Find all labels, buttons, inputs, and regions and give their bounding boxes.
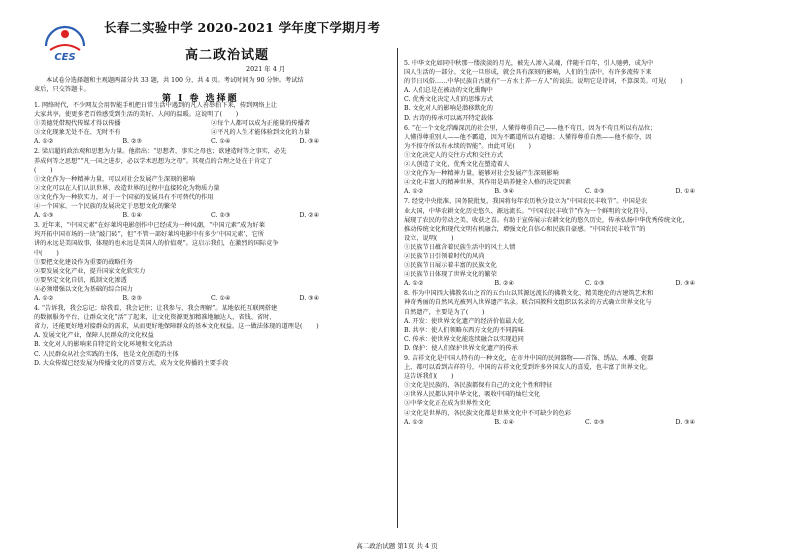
answer-options xyxy=(34,211,388,220)
question-line: ①文化是民族的，各民族都保有自己的文化个性和特征 xyxy=(404,382,553,390)
question-line: ②世界人民都认同中华文化，吸收中国的灿烂文化 xyxy=(404,391,541,399)
question-line: ④民族节日体现了世界文化的繁荣 xyxy=(404,271,497,279)
answer-choice: D. ③④ xyxy=(675,418,696,426)
question-line: ④必须增强以文化为基础的综合国力 xyxy=(34,285,133,293)
question-line: C. 传承：使世界文化能连续融合以实现趋同 xyxy=(404,335,524,343)
question-line: 9. 吉祥文化是中国人特有的一种文化，在市井中国的民间器物——首饰、绣品、木雕、瓷器 xyxy=(404,355,654,362)
answer-choice: B. ②③ xyxy=(122,294,143,302)
question-line: 2. 梁启超的政治观和思想为力量。他指出：“思想者，事实之母也；欲建造时等之事实，必先 xyxy=(34,148,287,156)
statement-option: ①美德凭借现代传媒才得以传播 xyxy=(34,120,121,128)
question-line: ③文化作为一种软实力，对于一个国家的发展具有不可替代的作用 xyxy=(34,193,214,201)
question-line: ④一个国家、一个民族的发展决定于思想文化的繁荣 xyxy=(34,203,177,211)
question-line: C. 优秀文化决定人们的思维方式 xyxy=(404,96,493,104)
question-line: 1. 网络时代，不少网友会用智能手机把日常生活中遇到的凡人善举拍下来，传到网络上让 xyxy=(34,102,277,109)
question-line: 中( ) xyxy=(34,249,59,257)
question-line: 上，都可以看到吉祥符号，中国的吉祥文化受到许多外国友人的喜爱，也丰富了世界文化。 xyxy=(404,364,652,372)
question-line: 的节日风俗……中华民族自古就有“一方水土养一方人”的说法。说明它是诗词，不算深美。可见( ) xyxy=(404,78,683,86)
answer-choice: D. ①④ xyxy=(675,188,696,196)
question-line: 设立，说明( ) xyxy=(404,234,454,242)
question-line: A. 发展文化产业，保障人民群众的文化权益 xyxy=(34,332,154,340)
question-line: 7. 经党中央批准、国务院批复，我国将每年农历秋分设立为“中国农民丰收节”。中国是农 xyxy=(404,198,648,206)
instruction-line: 本试卷分选择题和主观题两部分共 33 题，共 100 分，共 4 页。考试时间为 90 分钟。考试结 xyxy=(46,77,304,84)
exam-date: 2021 年 4 月 xyxy=(246,65,286,73)
left-column xyxy=(34,100,388,368)
answer-choice: B. ①④ xyxy=(494,418,515,426)
question-line: ②民族节日引领着时代的风尚 xyxy=(404,252,485,260)
question-line: ③民族节日展示着丰富的民族文化 xyxy=(404,262,497,270)
answer-choice: C. ②③ xyxy=(585,188,605,196)
answer-choice: D. ③④ xyxy=(675,280,696,288)
page-footer: 高二政治试题 第1页 共 4 页 xyxy=(356,542,438,550)
question-line: 神奇秀丽的自然风光被列入世界遗产名录。联合国教科文组织以名录的方式确立世界文化与 xyxy=(404,299,652,307)
question-line: D. 保护：使人们保护世界文化遗产的传承 xyxy=(404,344,518,352)
question-line: 讲的永远是美国故事，体现的也永远是美国人的价值观”。这启示我们，在激烈的国际竞争 xyxy=(34,240,279,248)
question-line: 3. 近年来，“中国元素”在好莱坞电影创作中已经成为一种风潮，“中国元素”成为好莱 xyxy=(34,222,265,230)
question-line: ②文化可以在人们认识世界、改造世界的过程中直接转化为物质力量 xyxy=(34,184,220,192)
section-heading: 第 Ⅰ 卷 选择题 xyxy=(162,94,239,104)
question-line: ①要把文化建设作为重要的战略任务 xyxy=(34,258,133,266)
question-line: 养成何等之思想”“凡一国之进步，必以学术思想为之母”。其观点的合理之处在于肯定了 xyxy=(34,157,273,165)
logo-text: CES xyxy=(54,52,76,63)
question-block xyxy=(404,197,766,288)
answer-choice: A. ①② xyxy=(404,418,424,426)
question-line: 大家共享，使更多老百姓感受到生活的美好、人间的温暖。这说明了( ) xyxy=(34,111,239,119)
question-line: 国人生活的一部分。文化一旦形成，就会具有深刻的影响，人们的生活中，有许多流传下来 xyxy=(404,69,652,77)
question-line: 业大国，中华农耕文化历史悠久、源远流长。“中国农民丰收节”作为一个鲜明的文化符号， xyxy=(404,207,652,215)
statement-option: ②每个人都可以成为正能量的传播者 xyxy=(211,120,310,128)
statement-option: ③文化现象无处不在、无时不有 xyxy=(34,129,121,137)
answer-options xyxy=(34,137,388,146)
statement-row xyxy=(34,119,388,128)
answer-choice: B. ①④ xyxy=(122,212,143,220)
question-line: ③要坚定文化自信，抵制文化渗透 xyxy=(34,276,127,284)
statement-option: ④平凡的人生才能体验到文化的力量 xyxy=(211,129,310,137)
answer-choice: B. ③④ xyxy=(494,188,515,196)
answer-choice: A. ①② xyxy=(404,188,424,196)
answer-choice: A. ①③ xyxy=(34,212,54,220)
question-line: ④文化丰富人的精神世界，其作用是培养健全人格的决定因素 xyxy=(404,179,572,187)
question-line: 坞开拓中国市场的一块“敲门砖”，但“不管一部好莱坞电影中有多少‘中国元素’，它所 xyxy=(34,231,264,239)
question-line: B. 文化对人的影响是潜移默化的 xyxy=(404,105,493,113)
answer-choice: A. ①② xyxy=(34,294,54,302)
question-line: 5. 中华文化如同中秋那一缕淡淡的月光，被先人渗入灵魂，伴随千百年，引人驰骋，成为中 xyxy=(404,60,654,67)
question-line: ②要发展文化产业，提升国家文化软实力 xyxy=(34,267,146,275)
question-line: ④文化是世界的，各民族文化都是世界文化中不可缺少的色彩 xyxy=(404,409,572,417)
exam-title: 长春二实验中学 2020-2021 学年度下学期月考 xyxy=(104,20,381,35)
question-line: 省力，还能更好地对接群众的需求，从而更好地保障群众的基本文化权益。这一做法体现的道理是( ) xyxy=(34,323,319,331)
school-logo-icon xyxy=(40,20,90,64)
column-divider xyxy=(397,48,398,528)
question-line: C. 人民群众从社会实践的主体，也是文化创造的主体 xyxy=(34,350,179,358)
question-line: 6. “在一个文化浮躁深沉的社会里，人懂得尊重自己——他不苟且，因为不苟且所以有品位； xyxy=(404,124,657,132)
answer-choice: B. ②④ xyxy=(494,280,515,288)
question-line: 自然遗产，主要是为了( ) xyxy=(404,308,485,316)
question-line: ( ) xyxy=(34,166,53,174)
answer-choice: C. ①③ xyxy=(585,280,605,288)
question-line: 人懂得尊重别人——他不霸道，因为不霸道所以有道德；人懂得尊重自然——他不掠夺，因 xyxy=(404,133,652,141)
question-line: B. 文化对人的影响来自特定的文化环境和文化活动 xyxy=(34,341,173,349)
question-block xyxy=(34,221,388,303)
answer-choice: D. ③④ xyxy=(299,138,320,146)
question-block xyxy=(404,289,766,353)
answer-choice: A. ①② xyxy=(404,280,424,288)
question-block xyxy=(34,147,388,220)
question-line: D. 大众传媒已经发展为传播文化的首要方式，成为文化传播的主要手段 xyxy=(34,359,229,367)
question-line: A. 人们总是在被动的文化熏陶中 xyxy=(404,87,493,95)
question-block xyxy=(34,304,388,368)
instruction-line: 束后，只交答题卡。 xyxy=(34,86,90,94)
question-line: ②人创造了文化，优秀文化在塑造着人 xyxy=(404,161,510,169)
statement-row xyxy=(34,128,388,137)
answer-options xyxy=(404,279,766,288)
question-block xyxy=(404,124,766,197)
question-line: 展现了农民的劳动之美、收获之喜。有助于宣传展示农耕文化的悠久历史，传承弘扬中华优秀传统文化， xyxy=(404,216,689,224)
question-line: B. 共享：使人们领略东西方文化的不同韵味 xyxy=(404,326,524,334)
answer-choice: C. ②③ xyxy=(211,212,231,220)
answer-choice: C. ②③ xyxy=(585,418,605,426)
answer-choice: C. ①④ xyxy=(211,294,231,302)
question-block xyxy=(34,101,388,146)
question-line: 的数据服务平台，让群众文化“活”了起来，让文化资源更加精准地触达人，省钱、省时、 xyxy=(34,314,276,322)
answer-choice: C. ①④ xyxy=(211,138,231,146)
question-line: 4. “告诉我，我会忘记；给我看，我会记住；让我参与，我会理解”。某地依托互联网搭建 xyxy=(34,305,278,313)
answer-options xyxy=(404,418,766,427)
question-line: D. 古诗的传承可以离开特定载体 xyxy=(404,114,494,122)
question-line: 8. 作为中国四大佛教名山之首的五台山以其源远流长的佛教文化、精美绝伦的古建筑艺术和 xyxy=(404,290,654,298)
question-line: ①文化作为一种精神力量，可以对社会发展产生深刻的影响 xyxy=(34,175,195,183)
question-line: ③中华文化正在成为世界性文化 xyxy=(404,400,491,408)
question-line: ①民族节日蕴含着民族生活中的风土人情 xyxy=(404,243,516,251)
question-line: ③文化作为一种精神力量，能够对社会发展产生深刻影响 xyxy=(404,170,559,178)
question-line: 这告诉我们( ) xyxy=(404,373,454,381)
question-line: 推动传统文化和现代文明有机融合，增强文化自信心和民族自豪感。“中国农民丰收节”的 xyxy=(404,225,646,233)
question-line: ①文化决定人的交往方式和交往方式 xyxy=(404,151,503,159)
answer-options xyxy=(34,294,388,303)
answer-choice: D. ②④ xyxy=(299,212,320,220)
question-line: 为不掠夺所以有永续的智能”。由此可见( ) xyxy=(404,142,531,150)
answer-choice: A. ①② xyxy=(34,138,54,146)
answer-options xyxy=(404,187,766,196)
right-column xyxy=(404,58,766,427)
question-line: A. 开发：使世界文化遗产的经济价值最大化 xyxy=(404,317,524,325)
subject-title: 高二政治试题 xyxy=(185,48,270,63)
question-block xyxy=(404,59,766,123)
answer-choice: D. ③④ xyxy=(299,294,320,302)
answer-choice: B. ②③ xyxy=(122,138,143,146)
question-block xyxy=(404,354,766,427)
